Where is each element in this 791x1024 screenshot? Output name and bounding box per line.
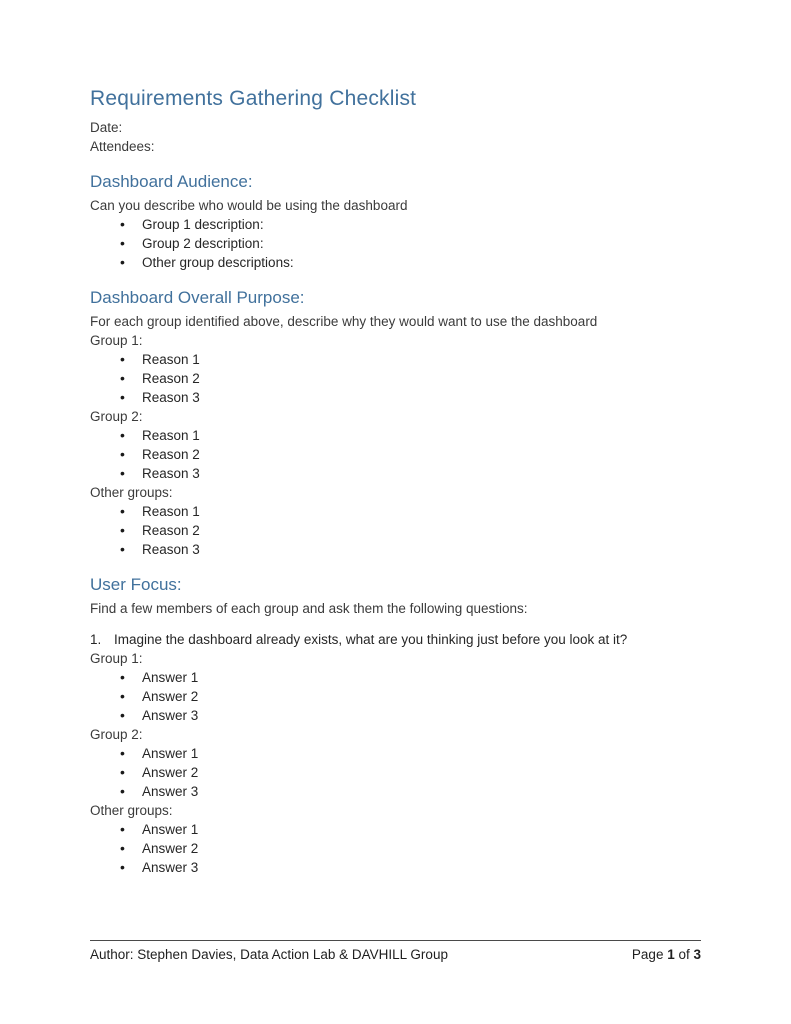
group-label: Group 2: [90,727,143,743]
list-item: • Answer 1 [90,668,701,687]
document-content [90,86,701,877]
list-item: • Answer 1 [90,744,701,763]
reason-bullet-list [90,426,701,483]
group-label: Other groups: [90,485,173,501]
group-label: Group 1: [90,333,143,349]
audience-intro: Can you describe who would be using the dashboard [90,198,408,214]
purpose-intro: For each group identified above, describe why they would want to use the dashboard [90,314,598,330]
question-text: Imagine the dashboard already exists, what are you thinking just before you look at it? [114,632,628,648]
footer-page-prefix: Page [631,947,668,962]
page-footer [90,940,701,964]
footer-page-total: 3 [693,947,701,962]
reason-bullet-list [90,502,701,559]
question-item [90,630,701,649]
list-item: • Reason 1 [90,350,701,369]
answer-bullet-list [90,744,701,801]
footer-page-current: 1 [667,947,675,962]
section-heading-audience: Dashboard Audience: [90,172,253,192]
footer-page-of: of [674,947,694,962]
audience-bullet-list [90,215,701,272]
list-item: • Reason 2 [90,369,701,388]
footer-author: Author: Stephen Davies, Data Action Lab & DAVHILL Group [90,947,448,962]
list-item: • Reason 3 [90,388,701,407]
footer-page-number [632,946,701,964]
attendees-label: Attendees: [90,139,155,155]
list-item: • Other group descriptions: [90,253,701,272]
group-label: Other groups: [90,803,173,819]
section-heading-purpose: Dashboard Overall Purpose: [90,288,305,308]
list-item: • Reason 2 [90,521,701,540]
list-item: • Reason 2 [90,445,701,464]
section-heading-user-focus: User Focus: [90,575,182,595]
list-item: • Reason 3 [90,540,701,559]
group-label: Group 1: [90,651,143,667]
list-item: • Reason 1 [90,502,701,521]
list-item: • Reason 1 [90,426,701,445]
date-label: Date: [90,120,123,136]
list-item: • Answer 3 [90,782,701,801]
list-item: • Group 2 description: [90,234,701,253]
list-item: • Answer 2 [90,763,701,782]
answer-bullet-list [90,820,701,877]
list-item: • Group 1 description: [90,215,701,234]
user-focus-intro: Find a few members of each group and ask them the following questions: [90,601,528,617]
reason-bullet-list [90,350,701,407]
list-item: • Reason 3 [90,464,701,483]
list-item: • Answer 2 [90,687,701,706]
list-item: • Answer 3 [90,858,701,877]
list-item: • Answer 3 [90,706,701,725]
list-item: • Answer 2 [90,839,701,858]
list-item: • Answer 1 [90,820,701,839]
question-number: 1. [90,632,102,648]
document-title: Requirements Gathering Checklist [90,87,417,110]
answer-bullet-list [90,668,701,725]
group-label: Group 2: [90,409,143,425]
